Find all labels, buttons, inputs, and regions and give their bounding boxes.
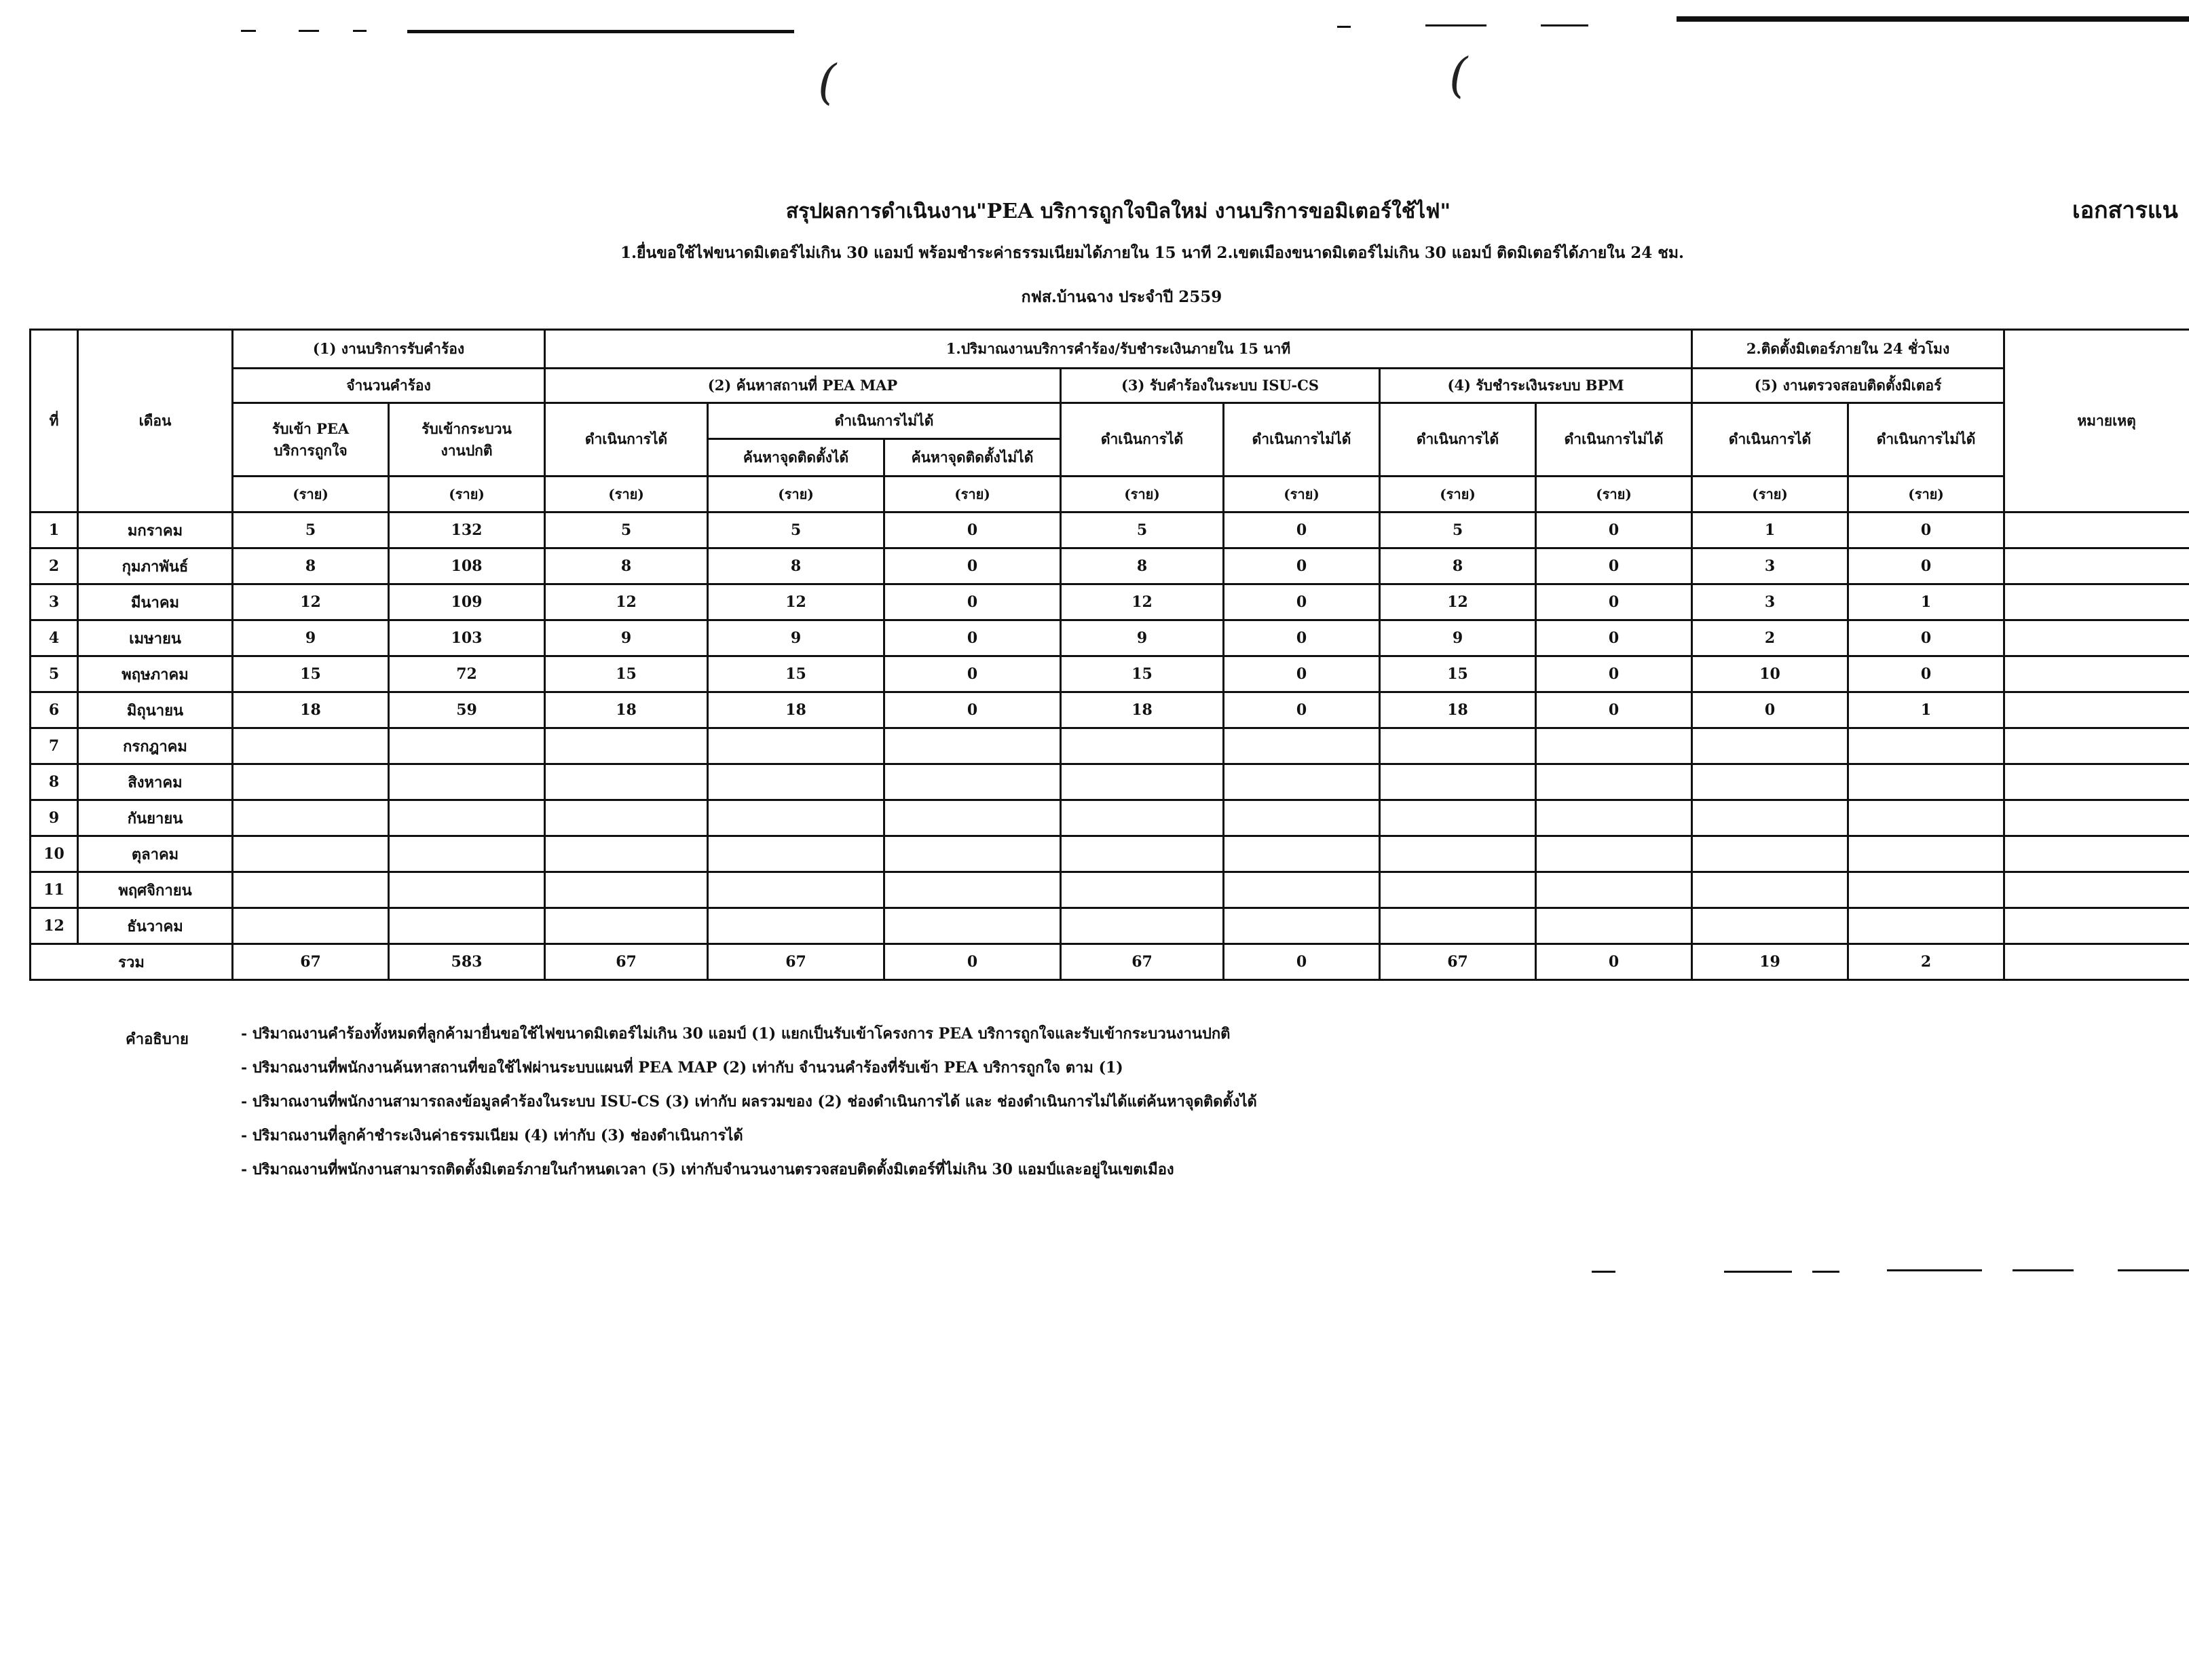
cell-value: 15 — [708, 656, 884, 692]
header-section-15min: 1.ปริมาณงานบริการคำร้อง/รับชำระเงินภายใน 15 นาที — [545, 330, 1692, 369]
cell-value: 18 — [545, 692, 708, 728]
cell-value — [1692, 836, 1848, 872]
cell-value: 2 — [1692, 620, 1848, 656]
header-remark: หมายเหตุ — [2004, 330, 2189, 512]
cell-remark — [2004, 872, 2189, 908]
header-col-normal-line1: รับเข้ากระบวน — [422, 420, 512, 437]
scan-artifact-line — [241, 30, 256, 32]
cell-value: 18 — [1380, 692, 1536, 728]
cell-value: 59 — [389, 692, 545, 728]
cell-value — [1692, 800, 1848, 836]
cell-value: 5 — [1061, 512, 1224, 548]
scan-artifact-line — [1724, 1271, 1792, 1273]
cell-value: 12 — [1061, 584, 1224, 620]
cell-value — [233, 800, 389, 836]
cell-value — [389, 728, 545, 764]
cell-value: 0 — [1848, 548, 2004, 584]
table-row — [31, 620, 2189, 656]
unit-label: (ราย) — [389, 477, 545, 512]
cell-no: 8 — [31, 764, 78, 800]
cell-value: 0 — [884, 548, 1061, 584]
cell-no: 9 — [31, 800, 78, 836]
total-row — [31, 944, 2189, 980]
cell-value — [884, 908, 1061, 944]
cell-month: กุมภาพันธ์ — [78, 548, 233, 584]
table-row — [31, 548, 2189, 584]
cell-remark — [2004, 764, 2189, 800]
scan-artifact-line — [2118, 1269, 2189, 1271]
cell-value — [884, 800, 1061, 836]
cell-value — [233, 836, 389, 872]
cell-month: มกราคม — [78, 512, 233, 548]
cell-value — [389, 908, 545, 944]
table-row — [31, 656, 2189, 692]
document-subtitle: 1.ยื่นขอใช้ไฟขนาดมิเตอร์ไม่เกิน 30 แอมป์ พร้อมชำระค่าธรรมเนียมได้ภายใน 15 นาที 2.เขตเมืองขนาดมิเตอร์ไม่เกิน 30 แอมป์ ติดมิเตอร์ได้ภายใน 24 ชม. — [620, 244, 1684, 262]
header-g3-done: ดำเนินการได้ — [1061, 403, 1224, 477]
cell-value: 8 — [708, 548, 884, 584]
cell-value — [545, 908, 708, 944]
header-row — [31, 369, 2189, 403]
header-col-pea-line2: บริการถูกใจ — [274, 441, 348, 459]
header-row — [31, 330, 2189, 369]
cell-value — [1536, 908, 1692, 944]
header-col-normal — [389, 403, 545, 477]
cell-value — [1224, 728, 1380, 764]
cell-value: 8 — [1380, 548, 1536, 584]
cell-month: ตุลาคม — [78, 836, 233, 872]
cell-value — [1061, 800, 1224, 836]
cell-value — [1536, 872, 1692, 908]
cell-value — [1061, 728, 1224, 764]
note-line: - ปริมาณงานที่พนักงานสามารถติดตั้งมิเตอร์ภายในกำหนดเวลา (5) เท่ากับจำนวนงานตรวจสอบติดตั้งมิเตอร์ที่ไม่เกิน 30 แอมป์และอยู่ในเขตเมือง — [241, 1161, 1174, 1178]
cell-value — [1848, 836, 2004, 872]
cell-value: 18 — [233, 692, 389, 728]
total-value: 67 — [708, 944, 884, 980]
cell-value: 15 — [1380, 656, 1536, 692]
scan-artifact-mark: ( — [1449, 48, 1468, 103]
scan-artifact-line — [1887, 1269, 1982, 1271]
cell-value: 18 — [708, 692, 884, 728]
total-value: 67 — [1380, 944, 1536, 980]
note-line: - ปริมาณงานที่ลูกค้าชำระเงินค่าธรรมเนียม (4) เท่ากับ (3) ช่องดำเนินการได้ — [241, 1127, 743, 1144]
table-row — [31, 836, 2189, 872]
unit-label: (ราย) — [1536, 477, 1692, 512]
scan-artifact-line — [2013, 1269, 2074, 1271]
cell-value: 0 — [1536, 656, 1692, 692]
unit-label: (ราย) — [1692, 477, 1848, 512]
cell-value — [1692, 872, 1848, 908]
cell-value — [1224, 836, 1380, 872]
scan-artifact-line — [353, 30, 367, 32]
cell-month: พฤษภาคม — [78, 656, 233, 692]
cell-value: 3 — [1692, 584, 1848, 620]
cell-remark — [2004, 944, 2189, 980]
total-value: 0 — [884, 944, 1061, 980]
cell-value: 5 — [708, 512, 884, 548]
cell-value — [545, 728, 708, 764]
header-found-location: ค้นหาจุดติดตั้งได้ — [708, 439, 884, 477]
cell-value: 9 — [545, 620, 708, 656]
header-group2: (2) ค้นหาสถานที่ PEA MAP — [545, 369, 1061, 403]
cell-month: กันยายน — [78, 800, 233, 836]
cell-value: 0 — [1536, 512, 1692, 548]
document-org-line: กฟส.บ้านฉาง ประจำปี 2559 — [1021, 288, 1222, 306]
cell-value — [1061, 872, 1224, 908]
scan-artifact-line — [1677, 16, 2189, 22]
cell-no: 6 — [31, 692, 78, 728]
unit-label: (ราย) — [1848, 477, 2004, 512]
header-group1-line1: (1) งานบริการรับคำร้อง — [233, 330, 545, 369]
cell-value: 1 — [1848, 692, 2004, 728]
cell-no: 12 — [31, 908, 78, 944]
cell-value — [545, 764, 708, 800]
unit-label: (ราย) — [884, 477, 1061, 512]
cell-value — [1848, 800, 2004, 836]
cell-value: 9 — [233, 620, 389, 656]
cell-no: 2 — [31, 548, 78, 584]
table-row — [31, 872, 2189, 908]
cell-value: 9 — [1380, 620, 1536, 656]
cell-value: 12 — [233, 584, 389, 620]
notes-label: คำอธิบาย — [126, 1030, 189, 1048]
cell-value — [1536, 764, 1692, 800]
table-row — [31, 728, 2189, 764]
cell-no: 7 — [31, 728, 78, 764]
cell-value: 0 — [1536, 692, 1692, 728]
cell-value — [1061, 908, 1224, 944]
header-col-pea-line1: รับเข้า PEA — [272, 420, 350, 437]
cell-month: ธันวาคม — [78, 908, 233, 944]
cell-value — [1380, 728, 1536, 764]
cell-value: 0 — [884, 584, 1061, 620]
cell-value: 8 — [1061, 548, 1224, 584]
cell-value — [1536, 728, 1692, 764]
cell-value: 0 — [884, 656, 1061, 692]
cell-value — [884, 836, 1061, 872]
cell-value: 0 — [1224, 692, 1380, 728]
scan-artifact-line — [1541, 24, 1588, 26]
cell-value: 15 — [233, 656, 389, 692]
cell-value — [1536, 836, 1692, 872]
cell-value: 0 — [1224, 584, 1380, 620]
cell-month: พฤศจิกายน — [78, 872, 233, 908]
header-g5-not-done: ดำเนินการไม่ได้ — [1848, 403, 2004, 477]
cell-value — [1536, 800, 1692, 836]
header-group1-line2: จำนวนคำร้อง — [233, 369, 545, 403]
cell-value — [233, 728, 389, 764]
cell-value — [884, 764, 1061, 800]
cell-remark — [2004, 620, 2189, 656]
cell-value — [708, 836, 884, 872]
cell-value: 9 — [1061, 620, 1224, 656]
total-value: 0 — [1536, 944, 1692, 980]
cell-value: 0 — [1224, 548, 1380, 584]
cell-value — [1692, 908, 1848, 944]
cell-value: 0 — [1848, 512, 2004, 548]
cell-value — [233, 908, 389, 944]
cell-value: 10 — [1692, 656, 1848, 692]
cell-value — [708, 764, 884, 800]
cell-remark — [2004, 512, 2189, 548]
header-group4: (4) รับชำระเงินระบบ BPM — [1380, 369, 1692, 403]
unit-label: (ราย) — [708, 477, 884, 512]
document-title: สรุปผลการดำเนินงาน"PEA บริการถูกใจบิลใหม่ งานบริการขอมิเตอร์ใช้ไฟ" — [785, 200, 1451, 223]
cell-value — [708, 872, 884, 908]
table-row — [31, 584, 2189, 620]
total-value: 67 — [545, 944, 708, 980]
cell-value: 0 — [1536, 584, 1692, 620]
cell-value — [1692, 764, 1848, 800]
header-g4-not-done: ดำเนินการไม่ได้ — [1536, 403, 1692, 477]
cell-remark — [2004, 800, 2189, 836]
cell-remark — [2004, 692, 2189, 728]
cell-value — [1848, 728, 2004, 764]
cell-no: 4 — [31, 620, 78, 656]
cell-value: 5 — [545, 512, 708, 548]
cell-value: 132 — [389, 512, 545, 548]
summary-table — [29, 329, 2189, 981]
cell-value: 0 — [884, 512, 1061, 548]
cell-remark — [2004, 908, 2189, 944]
note-line: - ปริมาณงานคำร้องทั้งหมดที่ลูกค้ามายื่นขอใช้ไฟขนาดมิเตอร์ไม่เกิน 30 แอมป์ (1) แยกเป็นรับเข้าโครงการ PEA บริการถูกใจและรับเข้ากระบวนงานปกติ — [241, 1025, 1231, 1043]
cell-month: เมษายน — [78, 620, 233, 656]
cell-no: 1 — [31, 512, 78, 548]
cell-value: 8 — [545, 548, 708, 584]
cell-value: 12 — [708, 584, 884, 620]
scan-artifact-line — [1812, 1271, 1839, 1273]
table-row — [31, 512, 2189, 548]
corner-document-tag: เอกสารแน — [2072, 197, 2178, 224]
cell-value: 0 — [884, 620, 1061, 656]
cell-value — [708, 728, 884, 764]
cell-remark — [2004, 656, 2189, 692]
cell-value: 0 — [1848, 656, 2004, 692]
cell-no: 10 — [31, 836, 78, 872]
cell-value — [1380, 800, 1536, 836]
total-value: 67 — [233, 944, 389, 980]
cell-remark — [2004, 836, 2189, 872]
cell-value — [545, 800, 708, 836]
cell-month: มีนาคม — [78, 584, 233, 620]
total-value: 19 — [1692, 944, 1848, 980]
cell-value: 0 — [1692, 692, 1848, 728]
cell-value: 5 — [1380, 512, 1536, 548]
cell-value — [233, 872, 389, 908]
cell-value — [545, 836, 708, 872]
table-row — [31, 800, 2189, 836]
cell-value: 0 — [1536, 548, 1692, 584]
header-not-found-location: ค้นหาจุดติดตั้งไม่ได้ — [884, 439, 1061, 477]
cell-value — [389, 764, 545, 800]
header-g4-done: ดำเนินการได้ — [1380, 403, 1536, 477]
note-line: - ปริมาณงานที่พนักงานสามารถลงข้อมูลคำร้องในระบบ ISU-CS (3) เท่ากับ ผลรวมของ (2) ช่องดำเนินการได้ และ ช่องดำเนินการไม่ได้แต่ค้นหาจุดติดตั้งได้ — [241, 1093, 1257, 1110]
cell-value — [233, 764, 389, 800]
table-row — [31, 764, 2189, 800]
cell-month: มิถุนายน — [78, 692, 233, 728]
cell-value — [884, 728, 1061, 764]
unit-label: (ราย) — [1224, 477, 1380, 512]
header-month: เดือน — [78, 330, 233, 512]
cell-value — [1692, 728, 1848, 764]
unit-label: (ราย) — [1380, 477, 1536, 512]
cell-value: 1 — [1848, 584, 2004, 620]
cell-value: 3 — [1692, 548, 1848, 584]
scan-artifact-line — [407, 30, 794, 33]
note-line: - ปริมาณงานที่พนักงานค้นหาสถานที่ขอใช้ไฟผ่านระบบแผนที่ PEA MAP (2) เท่ากับ จำนวนคำร้องที่รับเข้า PEA บริการถูกใจ ตาม (1) — [241, 1059, 1123, 1077]
cell-value — [1380, 836, 1536, 872]
cell-value — [1380, 764, 1536, 800]
total-value: 0 — [1224, 944, 1380, 980]
cell-month: กรกฎาคม — [78, 728, 233, 764]
cell-value: 12 — [545, 584, 708, 620]
header-section-24hr: 2.ติดตั้งมิเตอร์ภายใน 24 ชั่วโมง — [1692, 330, 2004, 369]
cell-value — [708, 800, 884, 836]
cell-value: 0 — [1224, 512, 1380, 548]
cell-remark — [2004, 548, 2189, 584]
cell-value: 0 — [1224, 620, 1380, 656]
header-no: ที่ — [31, 330, 78, 512]
scan-artifact-line — [1592, 1271, 1615, 1273]
cell-value — [389, 872, 545, 908]
cell-no: 3 — [31, 584, 78, 620]
cell-value — [708, 908, 884, 944]
cell-value — [1224, 908, 1380, 944]
cell-value: 72 — [389, 656, 545, 692]
cell-value — [389, 836, 545, 872]
cell-value — [1848, 908, 2004, 944]
cell-remark — [2004, 728, 2189, 764]
cell-remark — [2004, 584, 2189, 620]
header-group3: (3) รับคำร้องในระบบ ISU-CS — [1061, 369, 1380, 403]
header-g2-not-done: ดำเนินการไม่ได้ — [708, 403, 1061, 439]
scan-artifact-line — [1337, 26, 1351, 28]
table-row — [31, 692, 2189, 728]
cell-value: 15 — [545, 656, 708, 692]
cell-month: สิงหาคม — [78, 764, 233, 800]
header-col-pea — [233, 403, 389, 477]
cell-value — [1380, 908, 1536, 944]
cell-no: 11 — [31, 872, 78, 908]
header-g3-not-done: ดำเนินการไม่ได้ — [1224, 403, 1380, 477]
header-g2-done: ดำเนินการได้ — [545, 403, 708, 477]
cell-value — [1061, 836, 1224, 872]
table-row — [31, 908, 2189, 944]
scan-artifact-line — [1425, 24, 1486, 26]
header-group5: (5) งานตรวจสอบติดตั้งมิเตอร์ — [1692, 369, 2004, 403]
header-row — [31, 403, 2189, 439]
unit-label: (ราย) — [1061, 477, 1224, 512]
cell-value — [1380, 872, 1536, 908]
cell-value: 103 — [389, 620, 545, 656]
scan-artifact-line — [299, 30, 319, 32]
total-value: 583 — [389, 944, 545, 980]
header-g5-done: ดำเนินการได้ — [1692, 403, 1848, 477]
cell-value — [1224, 800, 1380, 836]
cell-value — [1848, 764, 2004, 800]
cell-value: 9 — [708, 620, 884, 656]
cell-value: 109 — [389, 584, 545, 620]
cell-value — [1848, 872, 2004, 908]
cell-value — [1061, 764, 1224, 800]
total-label: รวม — [31, 944, 233, 980]
cell-value: 15 — [1061, 656, 1224, 692]
cell-value: 0 — [1848, 620, 2004, 656]
cell-value: 108 — [389, 548, 545, 584]
scan-artifact-mark: ( — [818, 54, 837, 110]
cell-value: 0 — [1224, 656, 1380, 692]
header-col-normal-line2: งานปกติ — [441, 441, 493, 459]
total-value: 67 — [1061, 944, 1224, 980]
cell-value: 12 — [1380, 584, 1536, 620]
cell-value — [1224, 872, 1380, 908]
cell-value — [389, 800, 545, 836]
cell-value: 5 — [233, 512, 389, 548]
cell-value — [545, 872, 708, 908]
cell-value: 1 — [1692, 512, 1848, 548]
unit-label: (ราย) — [545, 477, 708, 512]
cell-value: 0 — [884, 692, 1061, 728]
cell-value — [884, 872, 1061, 908]
cell-value: 8 — [233, 548, 389, 584]
unit-label: (ราย) — [233, 477, 389, 512]
cell-value — [1224, 764, 1380, 800]
header-units-row — [31, 477, 2189, 512]
total-value: 2 — [1848, 944, 2004, 980]
cell-value: 0 — [1536, 620, 1692, 656]
cell-value: 18 — [1061, 692, 1224, 728]
cell-no: 5 — [31, 656, 78, 692]
